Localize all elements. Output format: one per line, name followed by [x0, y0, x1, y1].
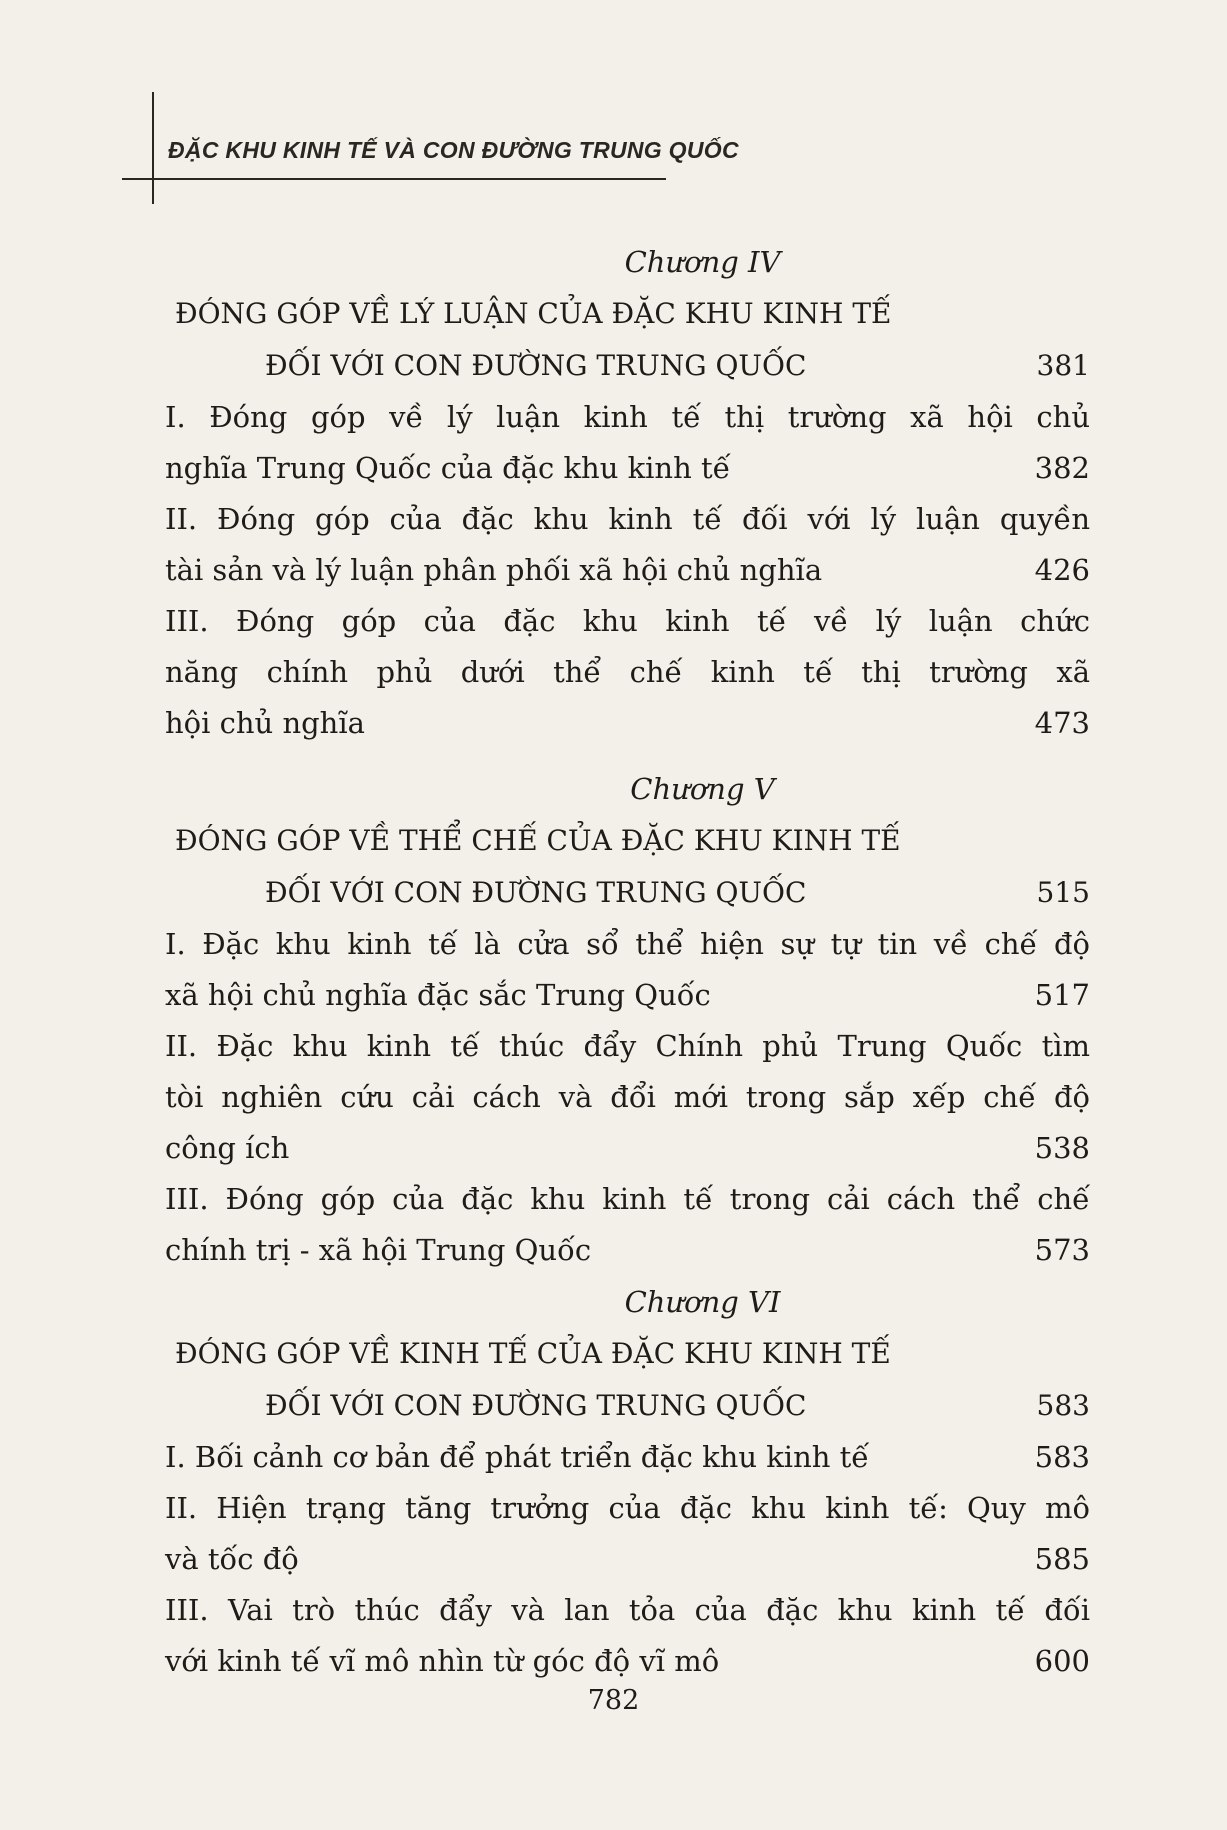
- entry-page-number: 600: [1034, 1644, 1090, 1678]
- entry-text: công ích: [165, 1131, 290, 1165]
- entry-line: II. Đóng góp của đặc khu kinh tế đối với lý luận quyền: [165, 502, 1090, 536]
- chapter-v: [165, 763, 1090, 1276]
- entry-line: II. Đặc khu kinh tế thúc đẩy Chính phủ Trung Quốc tìm: [165, 1029, 1090, 1063]
- entry-line-last: [165, 698, 1090, 749]
- entry-line: I. Đóng góp về lý luận kinh tế thị trường xã hội chủ: [165, 400, 1090, 434]
- entry-line-last: [165, 1225, 1090, 1276]
- entry-text: với kinh tế vĩ mô nhìn từ góc độ vĩ mô: [165, 1644, 720, 1678]
- entry-line-last: [165, 443, 1090, 494]
- table-of-contents: [165, 236, 1090, 1687]
- entry-page-number: 382: [1034, 451, 1090, 485]
- toc-entry: [165, 1432, 1090, 1483]
- toc-entry: [165, 1483, 1090, 1585]
- entry-page-number: 573: [1034, 1233, 1090, 1267]
- entry-line: III. Đóng góp của đặc khu kinh tế về lý luận chức: [165, 604, 1090, 638]
- entry-line-last: [165, 1636, 1090, 1687]
- chapter-title-text: ĐỐI VỚI CON ĐƯỜNG TRUNG QUỐC: [265, 876, 807, 909]
- toc-entry: [165, 392, 1090, 494]
- chapter-title-line2: [165, 340, 1090, 392]
- entry-page-number: 585: [1034, 1542, 1090, 1576]
- entry-page-number: 473: [1034, 706, 1090, 740]
- toc-entry: [165, 1585, 1090, 1687]
- entry-line-last: [165, 1432, 1090, 1483]
- header-horizontal-rule: [122, 178, 666, 180]
- chapter-vi: [165, 1276, 1090, 1687]
- chapter-title-line2: [165, 1380, 1090, 1432]
- entry-line-last: [165, 1123, 1090, 1174]
- chapter-title-line1: ĐÓNG GÓP VỀ THỂ CHẾ CỦA ĐẶC KHU KINH TẾ: [175, 824, 901, 857]
- toc-entry: [165, 494, 1090, 596]
- entry-line: II. Hiện trạng tăng trưởng của đặc khu kinh tế: Quy mô: [165, 1491, 1090, 1525]
- chapter-page-number: 381: [1036, 349, 1090, 382]
- chapter-title-line1: ĐÓNG GÓP VỀ KINH TẾ CỦA ĐẶC KHU KINH TẾ: [175, 1337, 891, 1370]
- chapter-page-number: 583: [1036, 1389, 1090, 1422]
- chapter-title-text: ĐỐI VỚI CON ĐƯỜNG TRUNG QUỐC: [265, 349, 807, 382]
- entry-line-last: [165, 1534, 1090, 1585]
- entry-line: tòi nghiên cứu cải cách và đổi mới trong sắp xếp chế độ: [165, 1080, 1090, 1114]
- entry-page-number: 426: [1034, 553, 1090, 587]
- entry-text: tài sản và lý luận phân phối xã hội chủ nghĩa: [165, 553, 823, 587]
- entry-line: I. Đặc khu kinh tế là cửa sổ thể hiện sự tự tin về chế độ: [165, 927, 1090, 961]
- chapter-title-text: ĐỐI VỚI CON ĐƯỜNG TRUNG QUỐC: [265, 1389, 807, 1422]
- entry-line: III. Đóng góp của đặc khu kinh tế trong cải cách thể chế: [165, 1182, 1090, 1216]
- entry-page-number: 517: [1034, 978, 1090, 1012]
- entry-line-last: [165, 970, 1090, 1021]
- chapter-label: Chương V: [630, 772, 775, 806]
- page-number: 782: [587, 1685, 640, 1716]
- chapter-label: Chương IV: [624, 245, 781, 279]
- chapter-page-number: 515: [1036, 876, 1090, 909]
- entry-text: I. Bối cảnh cơ bản để phát triển đặc khu kinh tế: [165, 1440, 870, 1474]
- entry-text: chính trị - xã hội Trung Quốc: [165, 1233, 592, 1267]
- entry-text: xã hội chủ nghĩa đặc sắc Trung Quốc: [165, 978, 711, 1012]
- entry-text: nghĩa Trung Quốc của đặc khu kinh tế: [165, 451, 731, 485]
- entry-text: hội chủ nghĩa: [165, 706, 365, 740]
- chapter-iv: [165, 236, 1090, 749]
- entry-line: III. Vai trò thúc đẩy và lan tỏa của đặc khu kinh tế đối: [165, 1593, 1090, 1627]
- chapter-title-line2: [165, 867, 1090, 919]
- header-vertical-rule: [152, 92, 154, 204]
- entry-text: và tốc độ: [165, 1542, 299, 1576]
- toc-entry: [165, 596, 1090, 749]
- toc-entry: [165, 919, 1090, 1021]
- entry-page-number: 583: [1034, 1440, 1090, 1474]
- toc-entry: [165, 1021, 1090, 1174]
- entry-page-number: 538: [1034, 1131, 1090, 1165]
- entry-line: năng chính phủ dưới thể chế kinh tế thị trường xã: [165, 655, 1090, 689]
- chapter-label: Chương VI: [624, 1285, 781, 1319]
- chapter-title-line1: ĐÓNG GÓP VỀ LÝ LUẬN CỦA ĐẶC KHU KINH TẾ: [175, 297, 892, 330]
- entry-line-last: [165, 545, 1090, 596]
- toc-entry: [165, 1174, 1090, 1276]
- running-title: ĐẶC KHU KINH TẾ VÀ CON ĐƯỜNG TRUNG QUỐC: [168, 137, 739, 163]
